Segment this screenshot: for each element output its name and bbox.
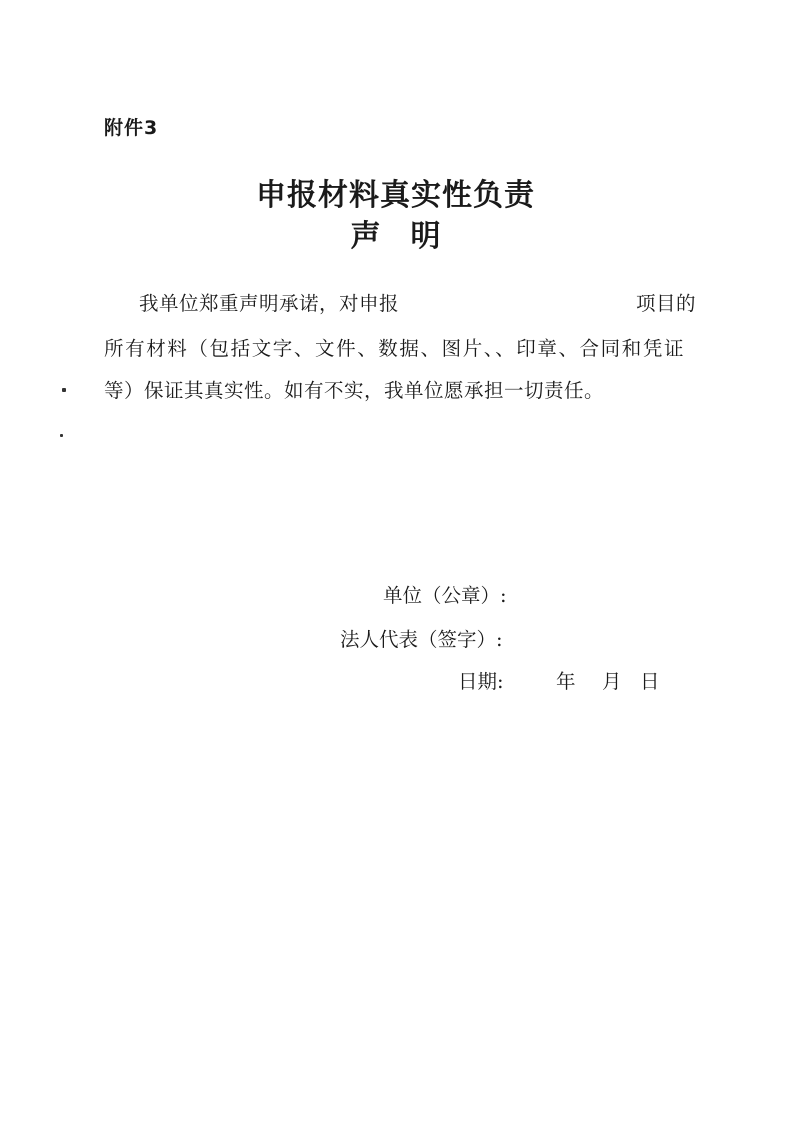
- margin-mark: [62, 388, 66, 392]
- margin-mark: [60, 434, 63, 437]
- signature-year: 年: [556, 670, 576, 693]
- signature-day: 日: [640, 670, 660, 693]
- document-title-declaration: 声明: [350, 219, 471, 254]
- signature-date-label: 日期:: [458, 670, 504, 693]
- signature-legal-representative: 法人代表（签字）:: [340, 628, 503, 651]
- declaration-line-1-end: 项目的: [636, 292, 697, 315]
- declaration-line-1-start: 我单位郑重声明承诺，对申报: [139, 292, 400, 315]
- signature-month: 月: [602, 670, 622, 693]
- declaration-line-3: 等）保证其真实性。如有不实，我单位愿承担一切责任。: [104, 379, 605, 402]
- document-title: 申报材料真实性负责: [256, 178, 535, 213]
- attachment-label: 附件3: [104, 117, 159, 139]
- signature-unit-seal: 单位（公章）:: [383, 584, 507, 607]
- declaration-line-2: 所有材料（包括文字、文件、数据、图片、、印章、合同和凭证: [104, 337, 686, 360]
